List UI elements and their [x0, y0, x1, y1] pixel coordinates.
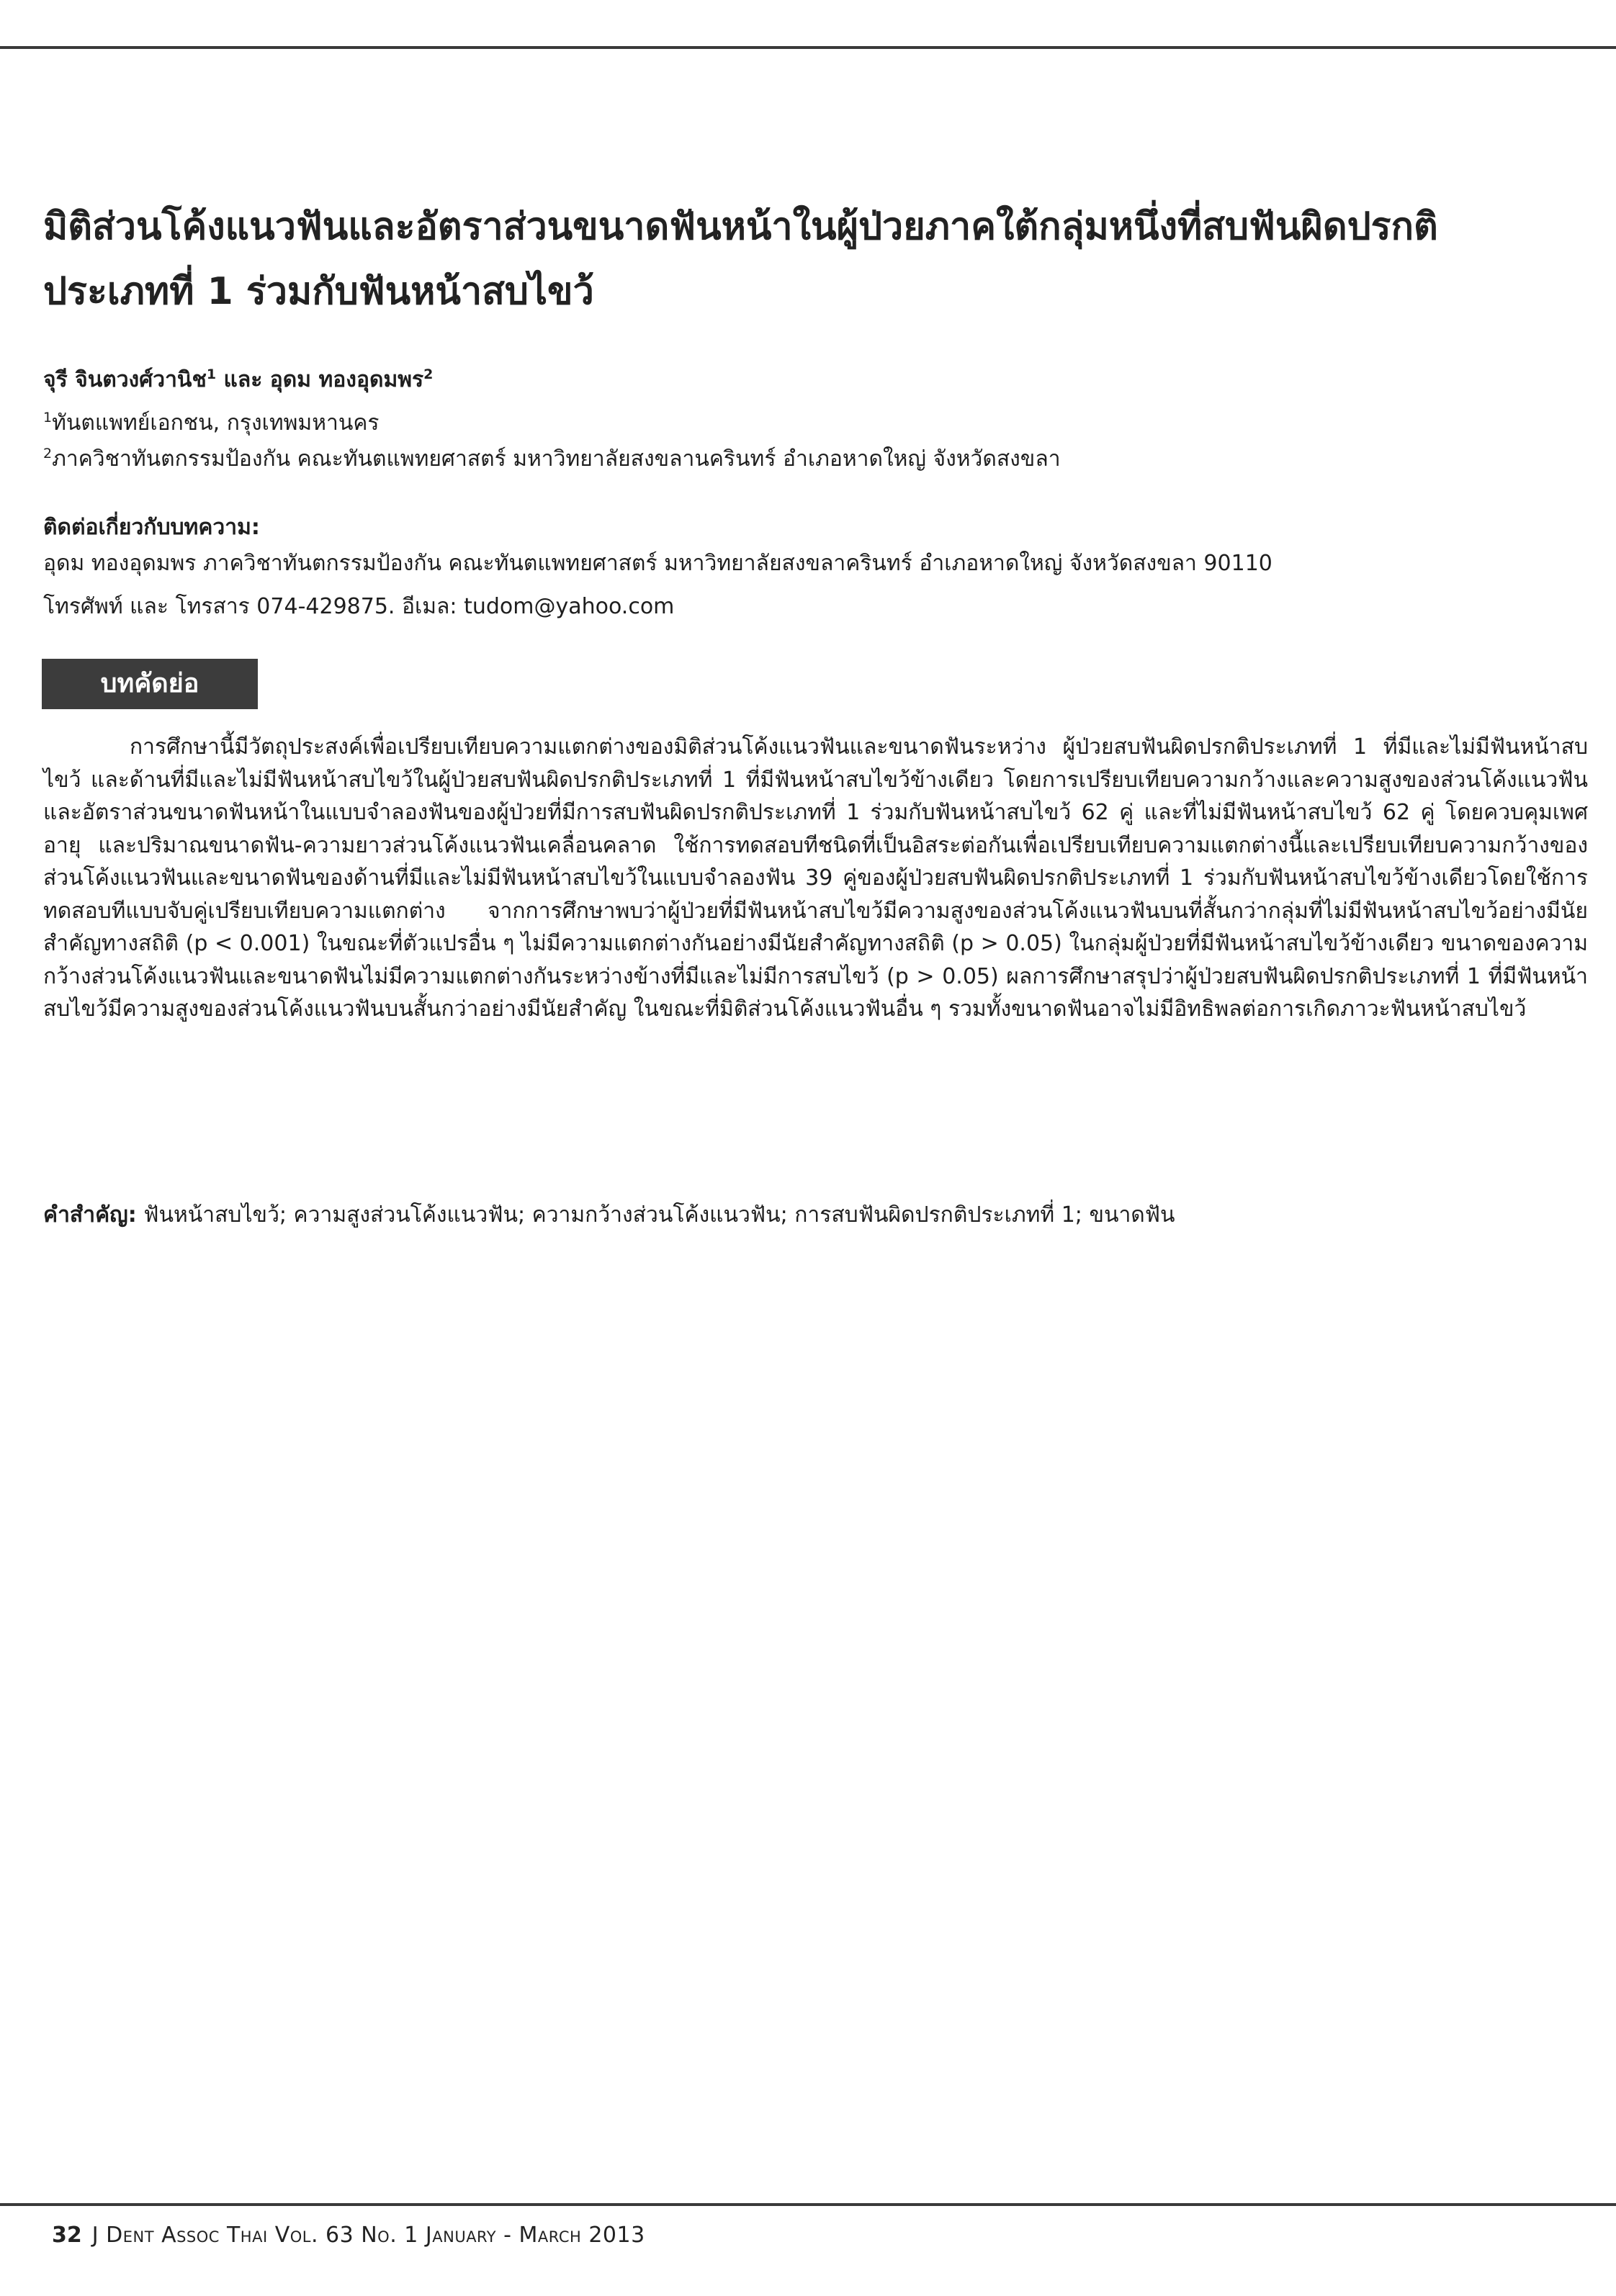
affiliation-1: [43, 407, 380, 440]
page-number: 32: [52, 2223, 82, 2248]
affiliation-2: [43, 443, 1061, 476]
author-2-affil-marker: 2: [423, 366, 434, 382]
affiliation-2-marker: 2: [43, 446, 53, 462]
keywords-text: ฟันหน้าสบไขว้; ความสูงส่วนโค้งแนวฟัน; ความกว้างส่วนโค้งแนวฟัน; การสบฟันผิดปรกติประเภทที่ 1; ขนาดฟัน: [136, 1202, 1175, 1228]
article-title: [43, 194, 1577, 324]
contact-heading: ติดต่อเกี่ยวกับบทความ:: [43, 515, 260, 540]
affiliation-1-marker: 1: [43, 410, 53, 426]
abstract-heading: บทคัดย่อ: [42, 659, 258, 709]
bottom-rule: [0, 2203, 1616, 2206]
author-2: อุดม ทองอุดมพร: [269, 367, 424, 392]
keywords-label: คำสำคัญ:: [43, 1202, 137, 1228]
keywords: [43, 1199, 1588, 1232]
author-1-affil-marker: 1: [206, 366, 217, 382]
journal-citation: J Dent Assoc Thai Vol. 63 No. 1 January - March 2013: [91, 2223, 645, 2248]
page-footer: [52, 2219, 645, 2252]
affiliation-2-text: ภาควิชาทันตกรรมป้องกัน คณะทันตแพทยศาสตร์ มหาวิทยาลัยสงขลานครินทร์ อำเภอหาดใหญ่ จังหวัดสงขลา: [52, 446, 1061, 472]
title-line-1: มิติส่วนโค้งแนวฟันและอัตราส่วนขนาดฟันหน้าในผู้ป่วยภาคใต้กลุ่มหนึ่งที่สบฟันผิดปรกติ: [43, 205, 1438, 248]
top-rule: [0, 46, 1616, 49]
affiliation-1-text: ทันตแพทย์เอกชน, กรุงเทพมหานคร: [52, 410, 380, 436]
contact-phone-email: โทรศัพท์ และ โทรสาร 074-429875. อีเมล: tudom@yahoo.com: [43, 594, 675, 619]
author-1: จุรี จินตวงศ์วานิช: [43, 367, 207, 392]
contact-address: อุดม ทองอุดมพร ภาควิชาทันตกรรมป้องกัน คณะทันตแพทยศาสตร์ มหาวิทยาลัยสงขลาครินทร์ อำเภอหาดใหญ่ จังหวัดสงขลา 90110: [43, 551, 1272, 576]
author-conjunction: และ: [216, 367, 263, 392]
title-line-2: ประเภทที่ 1 ร่วมกับฟันหน้าสบไขว้: [43, 270, 594, 313]
abstract-body: การศึกษานี้มีวัตถุประสงค์เพื่อเปรียบเทียบความแตกต่างของมิติส่วนโค้งแนวฟันและขนาดฟันระหว่าง ผู้ป่วยสบฟันผิดปรกติประเภทที่ 1 ที่มีและไม่มีฟันหน้าสบไขว้ และด้านที่มีและไม่มีฟันหน้าสบไขว้ในผู้ป่วยสบฟันผิดปรกติประเภทที่ 1 ที่มีฟันหน้าสบไขว้ข้างเดียว โดยการเปรียบเทียบความกว้างและความสูงของส่วนโค้งแนวฟัน และอัตราส่วนขนาดฟันหน้าในแบบจำลองฟันของผู้ป่วยที่มีการสบฟันผิดปรกติประเภทที่ 1 ร่วมกับฟันหน้าสบไขว้ 62 คู่ และที่ไม่มีฟันหน้าสบไขว้ 62 คู่ โดยควบคุมเพศ อายุ และปริมาณขนาดฟัน-ความยาวส่วนโค้งแนวฟันเคลื่อนคลาด ใช้การทดสอบทีชนิดที่เป็นอิสระต่อกันเพื่อเปรียบเทียบความแตกต่างนี้และเปรียบเทียบความกว้างของส่วนโค้งแนวฟันและขนาดฟันของด้านที่มีและไม่มีฟันหน้าสบไขว้ในแบบจำลองฟัน 39 คู่ของผู้ป่วยสบฟันผิดปรกติประเภทที่ 1 ร่วมกับฟันหน้าสบไขว้ข้างเดียวโดยใช้การทดสอบทีแบบจับคู่เปรียบเทียบความแตกต่าง จากการศึกษาพบว่าผู้ป่วยที่มีฟันหน้าสบไขว้มีความสูงของส่วนโค้งแนวฟันบนที่สั้นกว่ากลุ่มที่ไม่มีฟันหน้าสบไขว้อย่างมีนัยสำคัญทางสถิติ (p < 0.001) ในขณะที่ตัวแปรอื่น ๆ ไม่มีความแตกต่างกันอย่างมีนัยสำคัญทางสถิติ (p > 0.05) ในกลุ่มผู้ป่วยที่มีฟันหน้าสบไขว้ข้างเดียว ขนาดของความกว้างส่วนโค้งแนวฟันและขนาดฟันไม่มีความแตกต่างกันระหว่างข้างที่มีและไม่มีการสบไขว้ (p > 0.05) ผลการศึกษาสรุปว่าผู้ป่วยสบฟันผิดปรกติประเภทที่ 1 ที่มีฟันหน้าสบไขว้มีความสูงของส่วนโค้งแนวฟันบนสั้นกว่าอย่างมีนัยสำคัญ ในขณะที่มิติส่วนโค้งแนวฟันอื่น ๆ รวมทั้งขนาดฟันอาจไม่มีอิทธิพลต่อการเกิดภาวะฟันหน้าสบไขว้: [43, 734, 1588, 1022]
author-list: [43, 364, 433, 397]
